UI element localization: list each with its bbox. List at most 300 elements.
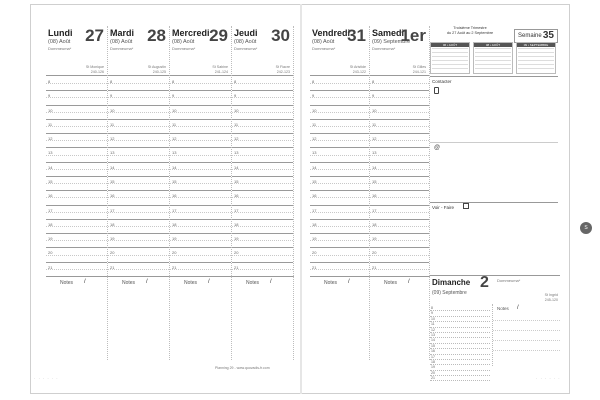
day-month: (08) Août xyxy=(48,39,71,45)
trimester-line1: Troisième Trimestre xyxy=(453,26,487,30)
hour-slot[interactable] xyxy=(170,120,231,127)
hour-slot[interactable] xyxy=(370,206,429,213)
hour-slot[interactable] xyxy=(310,127,369,134)
day-header xyxy=(108,26,169,76)
hour-slot[interactable] xyxy=(310,77,369,84)
saint-days: 244-121 xyxy=(412,69,426,74)
hour-slot[interactable] xyxy=(170,220,231,227)
hour-label: 8 xyxy=(172,79,175,84)
day-number: 1er xyxy=(400,26,426,45)
hour-label: 20 xyxy=(234,250,239,256)
hour-slot[interactable] xyxy=(108,256,169,263)
hour-slot[interactable] xyxy=(310,91,369,98)
hour-grid xyxy=(310,77,369,277)
hour-slot[interactable] xyxy=(170,263,231,270)
hour-slot[interactable] xyxy=(370,241,429,248)
hour-label: 8 xyxy=(48,79,51,84)
day-number: 31 xyxy=(347,26,366,45)
hour-label: 19 xyxy=(110,236,115,242)
hour-slot[interactable] xyxy=(46,163,107,170)
hour-slot[interactable] xyxy=(170,170,231,177)
hour-slot[interactable] xyxy=(46,220,107,227)
hour-label: 21 xyxy=(172,264,177,270)
hour-label: 13 xyxy=(48,150,53,156)
hour-slot[interactable] xyxy=(108,198,169,205)
hour-slot[interactable] xyxy=(370,141,429,148)
hour-slot[interactable] xyxy=(370,84,429,91)
hour-slot[interactable] xyxy=(170,198,231,205)
hour-slot[interactable] xyxy=(46,227,107,234)
sunday-hour-label: 18 xyxy=(431,359,435,364)
hour-label: 12 xyxy=(234,136,239,142)
hour-slot[interactable] xyxy=(232,213,293,220)
hour-slot[interactable] xyxy=(108,248,169,255)
notes-line xyxy=(493,350,560,351)
hour-slot[interactable] xyxy=(170,177,231,184)
day-note: Dommeuma* xyxy=(234,46,258,51)
day-header xyxy=(46,26,107,76)
hour-slot[interactable] xyxy=(310,156,369,163)
hour-slot[interactable] xyxy=(46,120,107,127)
hour-slot[interactable] xyxy=(108,206,169,213)
hour-slot[interactable] xyxy=(310,177,369,184)
sunday-hour-label: 16 xyxy=(431,349,435,354)
hour-slot[interactable] xyxy=(170,84,231,91)
hour-slot[interactable] xyxy=(46,127,107,134)
hour-slot[interactable] xyxy=(232,141,293,148)
hour-label: 16 xyxy=(372,193,377,199)
hour-slot[interactable] xyxy=(370,120,429,127)
notes-box[interactable] xyxy=(46,276,108,360)
hour-label: 18 xyxy=(172,221,177,227)
hour-slot[interactable] xyxy=(108,263,169,270)
hour-label: 9 xyxy=(110,93,113,99)
saint-name: St Augustin xyxy=(147,65,166,69)
hour-label: 18 xyxy=(48,221,53,227)
perforation-mark: · · · · · · xyxy=(536,376,561,381)
sunday-saint-name: St Ingrid xyxy=(544,293,558,297)
hour-slot[interactable] xyxy=(170,127,231,134)
hour-slot[interactable] xyxy=(108,220,169,227)
hour-slot[interactable] xyxy=(170,91,231,98)
hour-grid xyxy=(46,77,107,277)
day-header xyxy=(370,26,429,76)
sunday-hours xyxy=(430,306,490,381)
hour-slot[interactable] xyxy=(108,141,169,148)
hour-slot[interactable] xyxy=(108,177,169,184)
day-note: Dommeuma* xyxy=(110,46,134,51)
hour-slot[interactable] xyxy=(46,148,107,155)
sunday-hour-label: 14 xyxy=(431,338,435,343)
day-name: Vendredi xyxy=(312,28,351,38)
hour-slot[interactable] xyxy=(170,248,231,255)
hour-label: 20 xyxy=(48,250,53,256)
hour-slot[interactable] xyxy=(46,91,107,98)
hour-slot[interactable] xyxy=(108,184,169,191)
hour-grid xyxy=(170,77,231,277)
hour-label: 19 xyxy=(172,236,177,242)
hour-slot[interactable] xyxy=(370,163,429,170)
hour-slot[interactable] xyxy=(370,220,429,227)
notes-label: Notes xyxy=(60,280,74,286)
hour-slot[interactable] xyxy=(108,170,169,177)
hour-label: 10 xyxy=(372,107,377,113)
hour-slot[interactable] xyxy=(46,248,107,255)
hour-slot[interactable] xyxy=(46,184,107,191)
day-name: Mercredi xyxy=(172,28,210,38)
day-number: 28 xyxy=(147,26,166,45)
hour-label: 8 xyxy=(110,79,113,84)
saint-of-day xyxy=(212,65,228,74)
sunday-note: Dommeuma* xyxy=(497,278,521,283)
perforation-mark: · · · · · · xyxy=(34,376,59,381)
sunday-hour-label: 10 xyxy=(431,316,435,321)
hour-label: 18 xyxy=(312,221,317,227)
hour-slot[interactable] xyxy=(310,98,369,105)
hour-slot[interactable] xyxy=(46,256,107,263)
hour-slot[interactable] xyxy=(232,248,293,255)
hour-label: 10 xyxy=(110,107,115,113)
hour-slot[interactable] xyxy=(108,227,169,234)
saint-days: 242-123 xyxy=(276,69,290,74)
saint-name: St Gilles xyxy=(412,65,426,69)
trimester-line2: du 27 Août au 2 Septembre xyxy=(446,31,494,35)
hour-slot[interactable] xyxy=(46,177,107,184)
hour-slot[interactable] xyxy=(370,113,429,120)
hour-slot[interactable] xyxy=(232,191,293,198)
hour-slot[interactable] xyxy=(310,263,369,270)
hour-label: 15 xyxy=(110,178,115,184)
hour-slot[interactable] xyxy=(170,191,231,198)
hour-slot[interactable] xyxy=(232,163,293,170)
hour-slot[interactable] xyxy=(46,77,107,84)
hour-slot[interactable] xyxy=(170,163,231,170)
hour-slot[interactable] xyxy=(310,234,369,241)
saint-days: 241-124 xyxy=(214,69,228,74)
hour-slot[interactable] xyxy=(170,184,231,191)
hour-slot[interactable] xyxy=(46,98,107,105)
sunday-hour-slot[interactable] xyxy=(430,376,490,381)
hour-label: 9 xyxy=(372,93,375,99)
hour-slot[interactable] xyxy=(170,77,231,84)
sunday-notes-label: Notes xyxy=(497,306,509,311)
hour-slot[interactable] xyxy=(370,184,429,191)
sunday-number: 2 xyxy=(480,274,489,291)
hour-slot[interactable] xyxy=(46,134,107,141)
hour-slot[interactable] xyxy=(108,77,169,84)
mini-calendar-title: 09 • SEPTEMBRE xyxy=(517,43,555,47)
hour-slot[interactable] xyxy=(310,241,369,248)
hour-slot[interactable] xyxy=(232,220,293,227)
hour-slot[interactable] xyxy=(310,163,369,170)
notes-box[interactable] xyxy=(170,276,232,360)
hour-slot[interactable] xyxy=(310,148,369,155)
hour-slot[interactable] xyxy=(46,106,107,113)
hour-slot[interactable] xyxy=(108,163,169,170)
notes-box[interactable] xyxy=(108,276,170,360)
hour-label: 13 xyxy=(372,150,377,156)
email-section[interactable] xyxy=(430,142,558,202)
pencil-icon: / xyxy=(270,279,272,285)
hour-label: 11 xyxy=(172,121,177,127)
sunday-saint-days: 245-120 xyxy=(544,297,558,302)
hour-slot[interactable] xyxy=(370,91,429,98)
notes-box[interactable] xyxy=(370,276,430,360)
notes-box[interactable] xyxy=(232,276,294,360)
sunday-name: Dimanche xyxy=(432,278,471,287)
hour-label: 8 xyxy=(312,79,315,84)
hour-label: 17 xyxy=(234,207,239,213)
hour-slot[interactable] xyxy=(310,227,369,234)
hour-slot[interactable] xyxy=(310,106,369,113)
hour-slot[interactable] xyxy=(232,127,293,134)
hour-slot[interactable] xyxy=(310,113,369,120)
day-column[interactable] xyxy=(232,26,294,276)
hour-slot[interactable] xyxy=(170,227,231,234)
pencil-icon: / xyxy=(208,279,210,285)
hour-slot[interactable] xyxy=(108,134,169,141)
hour-slot[interactable] xyxy=(370,127,429,134)
side-tab[interactable]: S xyxy=(580,222,592,234)
day-note: Dommeuma* xyxy=(48,46,72,51)
hour-slot[interactable] xyxy=(108,148,169,155)
hour-slot[interactable] xyxy=(170,156,231,163)
hour-slot[interactable] xyxy=(108,241,169,248)
hour-label: 17 xyxy=(172,207,177,213)
hour-slot[interactable] xyxy=(310,141,369,148)
day-column[interactable] xyxy=(46,26,108,276)
hour-slot[interactable] xyxy=(370,263,429,270)
day-month: (09) Septembre xyxy=(372,39,411,45)
hour-label: 21 xyxy=(372,264,377,270)
hour-slot[interactable] xyxy=(310,84,369,91)
hour-slot[interactable] xyxy=(46,84,107,91)
day-number: 30 xyxy=(271,26,290,45)
at-sign-icon: @ xyxy=(434,145,441,151)
hour-slot[interactable] xyxy=(46,170,107,177)
notes-label: Notes xyxy=(384,280,398,286)
hour-slot[interactable] xyxy=(108,113,169,120)
day-note: Dommeuma* xyxy=(372,46,396,51)
hour-slot[interactable] xyxy=(108,127,169,134)
hour-slot[interactable] xyxy=(232,98,293,105)
hour-label: 19 xyxy=(372,236,377,242)
hour-label: 11 xyxy=(234,121,239,127)
day-note: Dommeuma* xyxy=(312,46,336,51)
hour-slot[interactable] xyxy=(170,106,231,113)
hour-slot[interactable] xyxy=(170,148,231,155)
mini-calendar-1[interactable] xyxy=(430,42,470,74)
hour-label: 15 xyxy=(312,178,317,184)
mini-calendar-grid xyxy=(432,48,468,72)
week-box xyxy=(514,29,558,43)
hour-slot[interactable] xyxy=(170,256,231,263)
hour-slot[interactable] xyxy=(310,206,369,213)
hour-slot[interactable] xyxy=(370,148,429,155)
hour-slot[interactable] xyxy=(170,141,231,148)
trimester-title xyxy=(430,26,510,36)
hour-label: 18 xyxy=(372,221,377,227)
hour-label: 14 xyxy=(110,164,115,170)
mini-calendar-3[interactable] xyxy=(516,42,556,74)
hour-slot[interactable] xyxy=(370,98,429,105)
contacts-label: Contacter xyxy=(432,79,452,84)
sunday-box[interactable] xyxy=(430,274,560,381)
hour-slot[interactable] xyxy=(370,170,429,177)
hour-slot[interactable] xyxy=(232,234,293,241)
hour-label: 21 xyxy=(110,264,115,270)
mini-calendar-2[interactable] xyxy=(473,42,513,74)
sunday-hour-label: 12 xyxy=(431,327,435,332)
hour-slot[interactable] xyxy=(170,234,231,241)
contacts-section[interactable] xyxy=(430,76,558,142)
hour-slot[interactable] xyxy=(310,184,369,191)
hour-slot[interactable] xyxy=(310,213,369,220)
hour-slot[interactable] xyxy=(232,77,293,84)
hour-slot[interactable] xyxy=(370,248,429,255)
hour-slot[interactable] xyxy=(108,120,169,127)
hour-label: 20 xyxy=(312,250,317,256)
hour-slot[interactable] xyxy=(232,113,293,120)
hour-slot[interactable] xyxy=(232,206,293,213)
hour-label: 10 xyxy=(48,107,53,113)
hour-slot[interactable] xyxy=(310,248,369,255)
hour-slot[interactable] xyxy=(370,106,429,113)
day-column[interactable] xyxy=(108,26,170,276)
sunday-hour-label: 20 xyxy=(431,370,435,375)
hour-slot[interactable] xyxy=(310,134,369,141)
hour-slot[interactable] xyxy=(232,170,293,177)
hour-slot[interactable] xyxy=(46,241,107,248)
hour-slot[interactable] xyxy=(108,106,169,113)
hour-slot[interactable] xyxy=(46,141,107,148)
hour-slot[interactable] xyxy=(170,113,231,120)
hour-slot[interactable] xyxy=(46,191,107,198)
hour-slot[interactable] xyxy=(46,156,107,163)
hour-slot[interactable] xyxy=(310,170,369,177)
hour-slot[interactable] xyxy=(108,213,169,220)
hour-slot[interactable] xyxy=(108,191,169,198)
hour-label: 12 xyxy=(172,136,177,142)
day-column[interactable] xyxy=(370,26,430,276)
hour-slot[interactable] xyxy=(370,191,429,198)
saint-name: St Aristide xyxy=(349,65,366,69)
hour-slot[interactable] xyxy=(232,198,293,205)
hour-slot[interactable] xyxy=(46,213,107,220)
hour-slot[interactable] xyxy=(370,134,429,141)
hour-slot[interactable] xyxy=(232,256,293,263)
hour-label: 13 xyxy=(172,150,177,156)
todo-section[interactable] xyxy=(430,202,558,275)
hour-slot[interactable] xyxy=(108,91,169,98)
hour-slot[interactable] xyxy=(170,213,231,220)
footer-note: Planning 29 - www.quovadis-fr.com xyxy=(215,366,270,370)
mini-calendar-grid xyxy=(518,48,554,72)
hour-label: 21 xyxy=(312,264,317,270)
hour-slot[interactable] xyxy=(46,234,107,241)
hour-label: 11 xyxy=(372,121,377,127)
hour-slot[interactable] xyxy=(108,98,169,105)
hour-slot[interactable] xyxy=(370,198,429,205)
hour-slot[interactable] xyxy=(370,213,429,220)
hour-slot[interactable] xyxy=(46,263,107,270)
hour-label: 14 xyxy=(372,164,377,170)
hour-slot[interactable] xyxy=(170,206,231,213)
hour-label: 18 xyxy=(234,221,239,227)
hour-slot[interactable] xyxy=(46,113,107,120)
hour-slot[interactable] xyxy=(310,220,369,227)
notes-label: Notes xyxy=(184,280,198,286)
day-column[interactable] xyxy=(170,26,232,276)
hour-slot[interactable] xyxy=(46,206,107,213)
hour-slot[interactable] xyxy=(310,191,369,198)
hour-slot[interactable] xyxy=(310,120,369,127)
hour-slot[interactable] xyxy=(170,98,231,105)
hour-slot[interactable] xyxy=(232,263,293,270)
hour-slot[interactable] xyxy=(232,241,293,248)
hour-slot[interactable] xyxy=(170,241,231,248)
sunday-hour-label: 15 xyxy=(431,343,435,348)
hour-slot[interactable] xyxy=(170,134,231,141)
hour-grid xyxy=(108,77,169,277)
hour-label: 15 xyxy=(172,178,177,184)
hour-slot[interactable] xyxy=(46,198,107,205)
hour-slot[interactable] xyxy=(370,256,429,263)
hour-slot[interactable] xyxy=(370,234,429,241)
notes-box[interactable] xyxy=(310,276,370,360)
hour-slot[interactable] xyxy=(108,234,169,241)
sunday-hour-label: 11 xyxy=(431,322,435,327)
sunday-notes[interactable] xyxy=(492,304,560,366)
hour-slot[interactable] xyxy=(232,227,293,234)
hour-label: 9 xyxy=(312,93,315,99)
hour-slot[interactable] xyxy=(232,106,293,113)
saint-days: 243-122 xyxy=(352,69,366,74)
hour-slot[interactable] xyxy=(232,148,293,155)
hour-slot[interactable] xyxy=(310,198,369,205)
hour-slot[interactable] xyxy=(232,91,293,98)
day-column[interactable] xyxy=(310,26,370,276)
hour-slot[interactable] xyxy=(232,184,293,191)
hour-slot[interactable] xyxy=(232,156,293,163)
hour-slot[interactable] xyxy=(370,77,429,84)
hour-label: 15 xyxy=(48,178,53,184)
hour-slot[interactable] xyxy=(370,156,429,163)
hour-slot[interactable] xyxy=(108,156,169,163)
hour-label: 17 xyxy=(48,207,53,213)
hour-slot[interactable] xyxy=(108,84,169,91)
week-label: Semaine xyxy=(518,33,542,39)
hour-label: 21 xyxy=(48,264,53,270)
hour-slot[interactable] xyxy=(370,227,429,234)
hour-slot[interactable] xyxy=(232,84,293,91)
saint-days: 240-125 xyxy=(152,69,166,74)
hour-slot[interactable] xyxy=(232,120,293,127)
sunday-saint xyxy=(545,293,558,302)
hour-label: 11 xyxy=(110,121,115,127)
sunday-hour-label: 17 xyxy=(431,354,435,359)
saint-name: St Monique xyxy=(85,65,104,69)
hour-slot[interactable] xyxy=(370,177,429,184)
hour-slot[interactable] xyxy=(232,177,293,184)
day-name: Mardi xyxy=(110,28,135,38)
hour-label: 16 xyxy=(234,193,239,199)
hour-label: 18 xyxy=(110,221,115,227)
hour-slot[interactable] xyxy=(232,134,293,141)
hour-label: 16 xyxy=(312,193,317,199)
day-header xyxy=(310,26,369,76)
hour-slot[interactable] xyxy=(310,256,369,263)
